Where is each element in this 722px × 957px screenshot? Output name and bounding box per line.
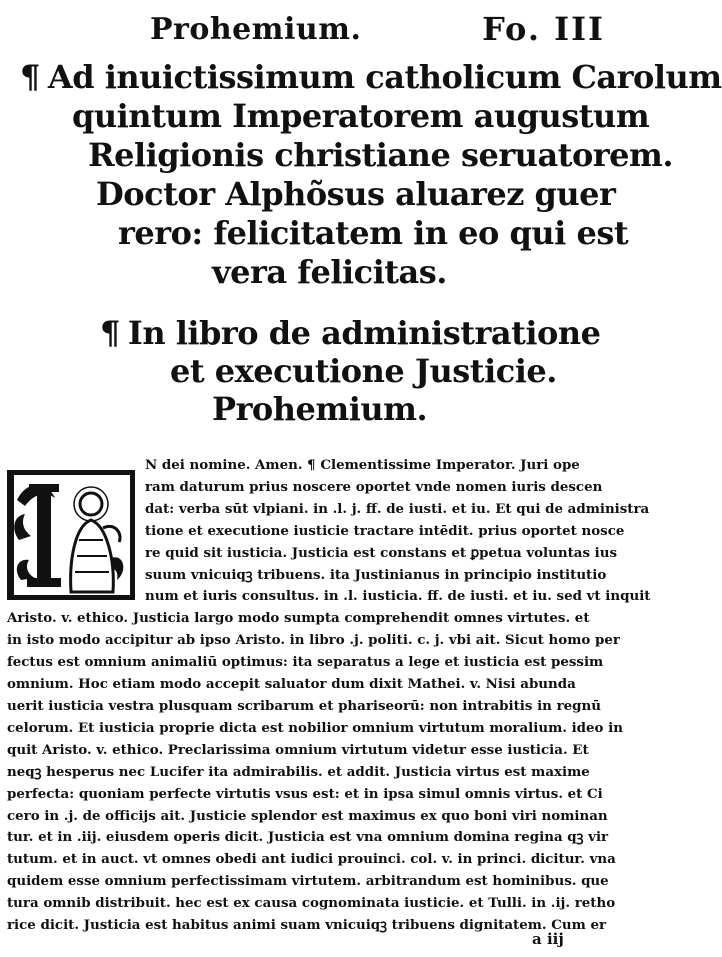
- dedication-line: rero: felicitatem in eo qui est: [118, 214, 629, 252]
- section-title-line: Prohemium.: [212, 390, 428, 428]
- text-line: tur. et in .iij. eiusdem operis dicit. Justicia est vna omnium domina regina qꝫ vir: [7, 829, 609, 846]
- dedication-block: [0, 58, 722, 292]
- text-line: tione et executione iusticie tractare intēdit. prius oportet nosce: [145, 522, 625, 539]
- dedication-line: Religionis christiane seruatorem.: [88, 136, 674, 174]
- page-header: [0, 8, 633, 54]
- text-line: re quid sit iusticia. Justicia est constans et ꝑpetua voluntas ius: [145, 544, 618, 561]
- text-line: quidem esse omnium perfectissimam virtutem. arbitrandum est hominibus. que: [7, 873, 609, 890]
- section-title-line: et executione Justicie.: [170, 352, 557, 390]
- text-line: tura omnib distribuit. hec est ex causa cognominata iusticie. et Tulli. in .ij. retho: [7, 895, 616, 912]
- dedication-line: quintum Imperatorem augustum: [72, 97, 650, 135]
- text-line: ram daturum prius noscere oportet vnde nomen iuris descen: [145, 478, 603, 495]
- text-line: omnium. Hoc etiam modo accepit saluator dum dixit Mathei. v. Nisi abunda: [7, 676, 576, 693]
- text-line: celorum. Et iusticia proprie dicta est nobilior omnium virtutum moralium. ideo in: [7, 719, 623, 736]
- text-line: neqꝫ hesperus nec Lucifer ita admirabilis. et addit. Justicia virtus est maxime: [7, 763, 590, 780]
- folio-number: Fo. III: [482, 10, 605, 48]
- pilcrow-icon: ¶: [100, 314, 120, 352]
- text-line: uerit iusticia vestra plusquam scribarum et phariseorū: non intrabitis in regnū: [7, 697, 601, 714]
- dedication-line: ¶ Ad inuictissimum catholicum Carolum: [20, 58, 722, 96]
- text-line: num et iuris consultus. in .l. iusticia. ff. de iusti. et iu. sed vt inquit: [145, 588, 651, 605]
- body-text: [7, 455, 651, 937]
- section-title-line: ¶ In libro de administratione: [100, 314, 601, 352]
- dedication-line: vera felicitas.: [212, 253, 447, 291]
- text-line: perfecta: quoniam perfecte virtutis vsus est: et in ipsa simul omnis virtus. et Ci: [7, 785, 603, 802]
- text-line: suum vnicuiqꝫ tribuens. ita Justinianus in principio institutio: [145, 566, 607, 583]
- text-line: quit Aristo. v. ethico. Preclarissima omnium virtutum videtur esse iusticia. Et: [7, 741, 589, 758]
- text-line: tutum. et in auct. vt omnes obedi ant iudici prouinci. col. v. in princi. dicitur. vna: [7, 851, 616, 868]
- text-line: rice dicit. Justicia est habitus animi suam vnicuiqꝫ tribuens dignitatem. Cum er: [7, 917, 607, 934]
- text-line: fectus est omnium animaliū optimus: ita separatus a lege et iusticia est pessim: [7, 654, 604, 671]
- text-line: dat: verba sūt vlpiani. in .l. j. ff. de iusti. et iu. Et qui de administra: [145, 500, 650, 517]
- pilcrow-icon: ¶: [20, 58, 40, 96]
- running-head: Prohemium.: [150, 12, 362, 47]
- text-line: Aristo. v. ethico. Justicia largo modo sumpta comprehendit omnes virtutes. et: [7, 610, 590, 627]
- catchword: a iij: [532, 930, 564, 948]
- section-heading: [0, 314, 633, 428]
- text-line: in isto modo accipitur ab ipso Aristo. in libro .j. politi. c. j. vbi ait. Sicut homo per: [7, 632, 620, 649]
- text-line: N dei nomine. Amen. ¶ Clementissime Imperator. Juri ope: [145, 457, 580, 473]
- dedication-line: Doctor Alphõsus aluarez guer: [96, 175, 616, 213]
- text-line: cero in .j. de officijs ait. Justicie splendor est maximus ex quo boni viri nominan: [7, 807, 608, 824]
